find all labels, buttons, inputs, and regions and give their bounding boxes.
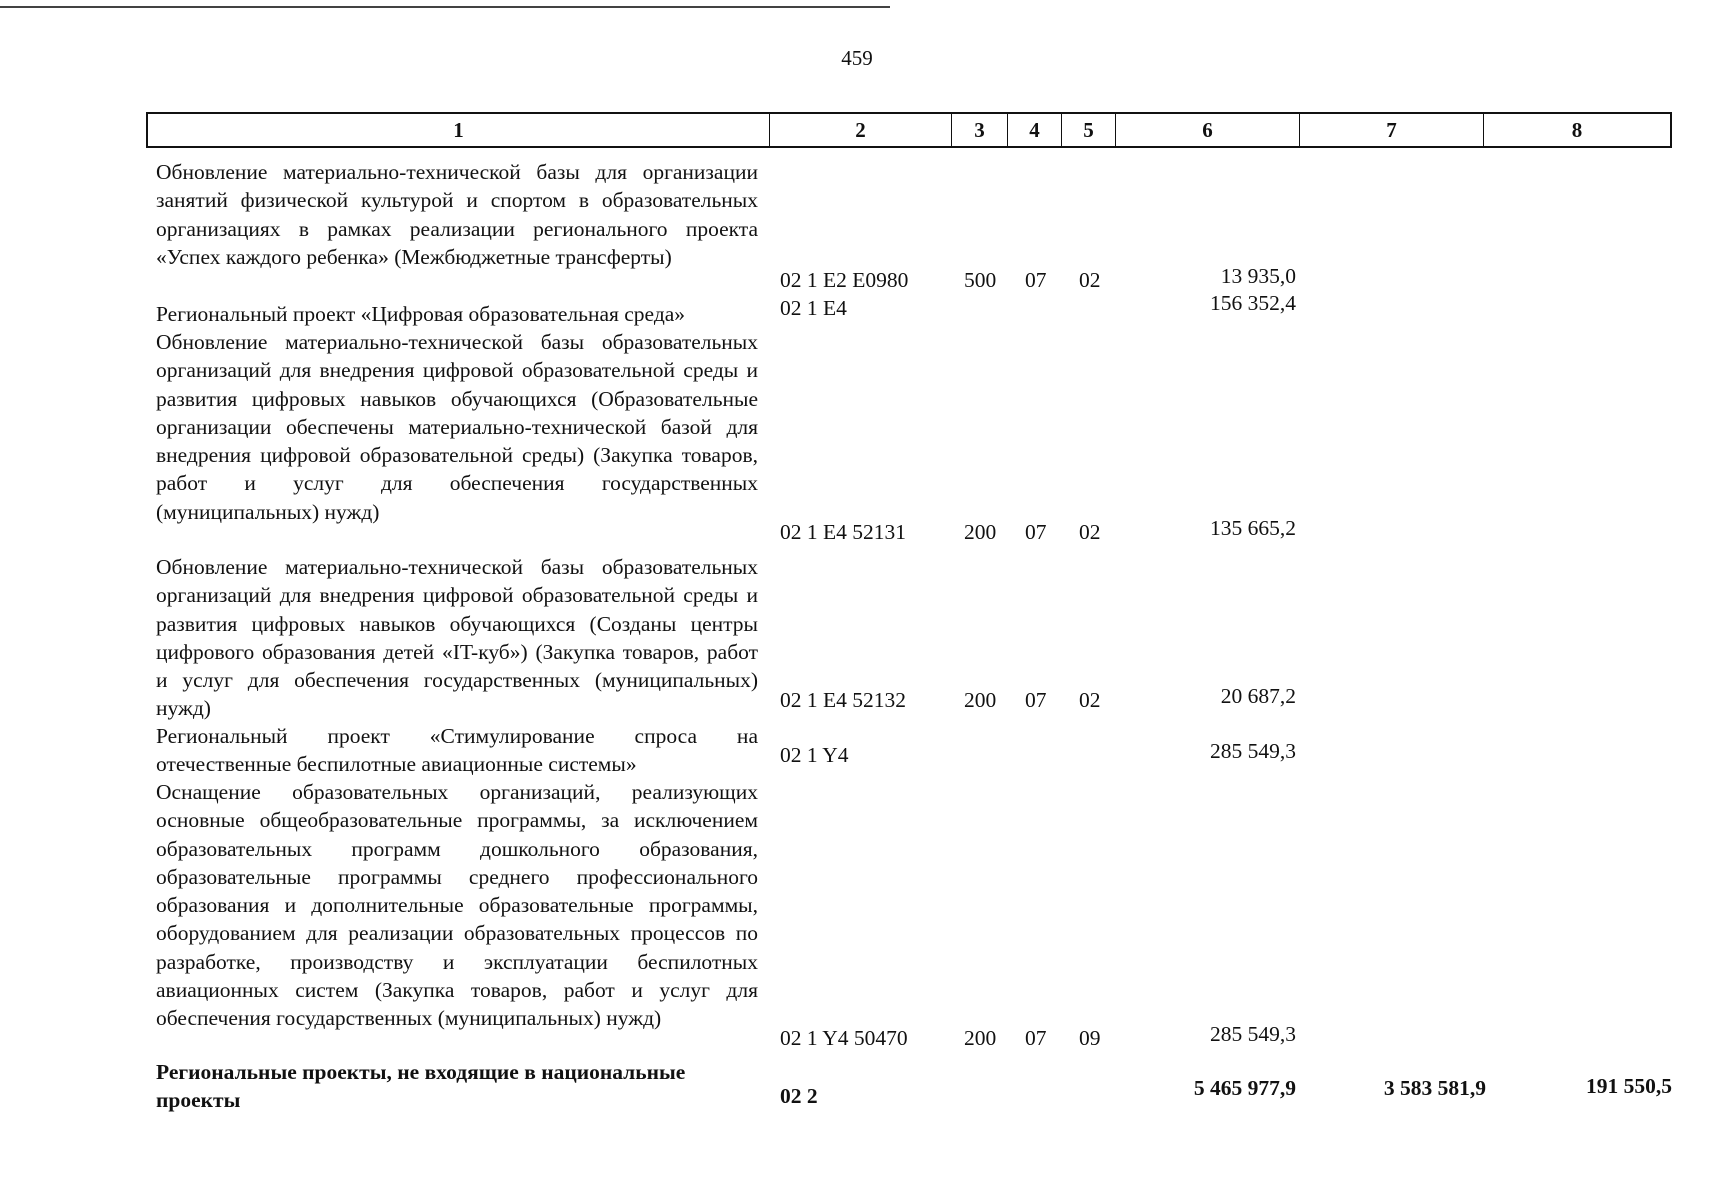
header-col-3: 3: [952, 114, 1008, 146]
row-col-7: 3 583 581,9: [1383, 1076, 1486, 1100]
row-description: Региональный проект «Стимулирование спроса на отечественные беспилотные авиационные системы»: [156, 724, 758, 777]
row-col-8: 191 550,5: [1586, 1074, 1672, 1098]
table-header: [146, 112, 1672, 148]
row-code: 02 2: [780, 1084, 818, 1108]
row-col-6: 5 465 977,9: [1193, 1076, 1296, 1100]
row-col-4: 07: [1025, 1026, 1047, 1050]
page-number: 459: [841, 46, 873, 70]
row-col-6: 135 665,2: [1210, 516, 1296, 540]
row-col-6: 285 549,3: [1210, 1022, 1296, 1046]
row-col-4: 07: [1025, 520, 1047, 544]
header-col-2: 2: [770, 114, 952, 146]
row-description: Региональный проект «Цифровая образовательная среда»: [156, 302, 686, 326]
row-col-5: 02: [1079, 688, 1101, 712]
header-col-1: 1: [148, 114, 770, 146]
row-description: Обновление материально-технической базы образовательных организаций для внедрения цифровой образовательной среды и развития цифровых навыков обучающихся (Образовательные организации обеспечены материально-технической базой для внедрения цифровой образовательной среды) (Закупка товаров, работ и услуг для обеспечения государственных (муниципальных) нужд): [156, 330, 758, 524]
row-description: Обновление материально-технической базы для организации занятий физической культурой и спортом в образовательных организациях в рамках реализации регионального проекта «Успех каждого ребенка» (Межбюджетные трансферты): [156, 160, 758, 269]
row-col-6: 20 687,2: [1220, 684, 1296, 708]
row-col-3: 500: [964, 268, 997, 292]
row-col-6: 285 549,3: [1210, 739, 1296, 763]
row-col-5: 02: [1079, 268, 1101, 292]
row-code: 02 1 Y4: [780, 743, 849, 767]
header-col-5: 5: [1062, 114, 1116, 146]
header-col-6: 6: [1116, 114, 1300, 146]
row-description: Оснащение образовательных организаций, реализующих основные общеобразовательные программы, за исключением образовательных программ дошкольного образования, образовательные программы среднего профессионального образования и дополнительные образовательные программы, оборудованием для реализации образовательных процессов по разработке, производству и эксплуатации беспилотных авиационных систем (Закупка товаров, работ и услуг для обеспечения государственных (муниципальных) нужд): [156, 780, 758, 1031]
header-col-7: 7: [1300, 114, 1484, 146]
row-code: 02 1 E4 52131: [780, 520, 907, 544]
row-code: 02 1 E4: [780, 296, 847, 320]
row-col-4: 07: [1025, 688, 1047, 712]
row-col-6: 156 352,4: [1210, 291, 1296, 315]
row-code: 02 1 Y4 50470: [780, 1026, 908, 1050]
row-code: 02 1 E2 E0980: [780, 268, 909, 292]
row-description: Обновление материально-технической базы образовательных организаций для внедрения цифровой образовательной среды и развития цифровых навыков обучающихся (Созданы центры цифрового образования детей «IT-куб») (Закупка товаров, работ и услуг для обеспечения государственных (муниципальных) нужд): [156, 555, 758, 721]
row-code: 02 1 E4 52132: [780, 688, 907, 712]
row-col-6: 13 935,0: [1220, 264, 1296, 288]
scan-edge-line: [0, 6, 890, 8]
row-col-4: 07: [1025, 268, 1047, 292]
row-col-5: 02: [1079, 520, 1101, 544]
row-col-3: 200: [964, 688, 997, 712]
row-description: Региональные проекты, не входящие в национальные проекты: [156, 1060, 686, 1113]
row-col-3: 200: [964, 520, 997, 544]
row-col-3: 200: [964, 1026, 997, 1050]
header-col-8: 8: [1571, 117, 1583, 142]
header-col-4: 4: [1008, 114, 1062, 146]
row-col-5: 09: [1079, 1026, 1101, 1050]
